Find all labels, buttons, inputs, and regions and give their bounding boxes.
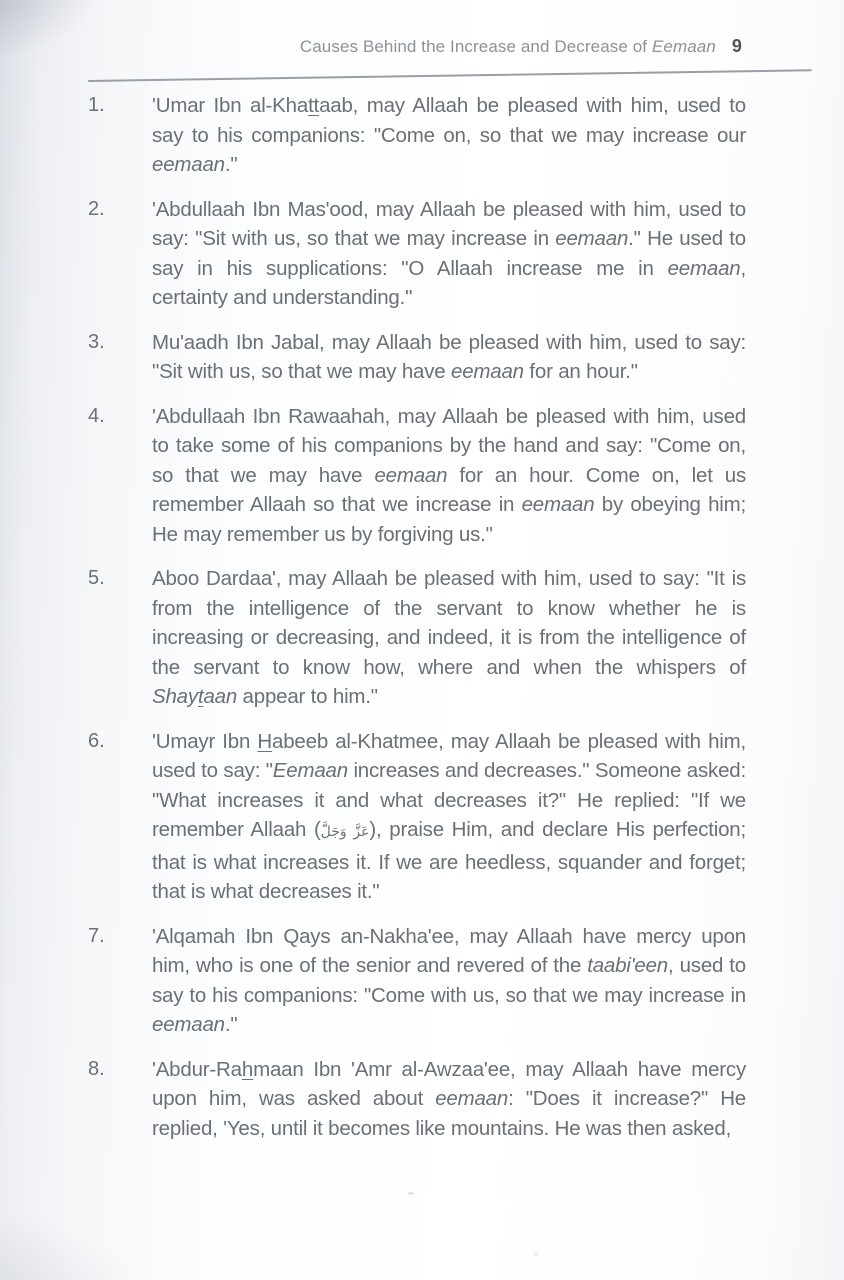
item-number: 2. — [88, 197, 105, 220]
list-item — [88, 1055, 746, 1144]
text-run: 'Abdur-Ra — [152, 1057, 242, 1081]
text-run: Mu'aadh Ibn Jabal, may Allaah be pleased with him, used to say: "Sit with us, so that we may have — [152, 330, 746, 383]
list-item — [88, 91, 746, 180]
text-run: abeeb al-Khatmee, may Allaah be pleased with him, used to say: " — [152, 729, 747, 782]
text-run: ." — [224, 1013, 238, 1036]
item-number: 3. — [88, 330, 105, 353]
item-number: 6. — [88, 729, 105, 752]
item-text — [152, 328, 746, 387]
text-run: increases and decreases." Someone asked: "What increases it and what decreases it?" He replied: "If we remember Allaah ( — [152, 759, 746, 841]
italic-term: eemaan — [435, 1087, 509, 1110]
text-run: 'Abdullaah Ibn Mas'ood, may Allaah be pleased with him, used to say: "Sit with us, so that we may increase in — [152, 197, 746, 250]
text-run: Aboo Dardaa', may Allaah be pleased with him, used to say: "It is from the intelligence of the servant to know whether he is increasing or decreasing, and indeed, it is from the intelligence of the servant to know how, where and when the whispers of — [152, 567, 746, 679]
header-divider — [88, 69, 812, 82]
text-run: , certainty and understanding." — [152, 256, 746, 309]
text-run: maan Ibn 'Amr al-Awzaa'ee, may Allaah have mercy upon him, was asked about — [152, 1057, 746, 1110]
text-run: for an hour. Come on, let us remember Allaah so that we increase in — [152, 463, 747, 516]
text-run: 'Alqamah Ibn Qays an-Nakha'ee, may Allaah have mercy upon him, who is one of the senior and revered of the — [152, 924, 746, 977]
italic-term: eemaan — [152, 1013, 225, 1036]
item-text — [152, 564, 746, 712]
item-number: 7. — [88, 924, 105, 947]
running-title-italic: Eemaan — [651, 37, 716, 56]
item-text — [152, 922, 746, 1040]
list-item — [88, 727, 746, 907]
text-run: , used to say to his companions: "Come with us, so that we may increase in — [152, 954, 746, 1007]
item-text — [152, 402, 746, 550]
list-item — [88, 328, 746, 387]
text-run: for an hour." — [523, 360, 638, 383]
italic-term: aan — [203, 685, 238, 708]
transliteration-mark: h — [241, 1057, 254, 1081]
item-text — [152, 91, 746, 180]
transliteration-mark: tt — [308, 94, 320, 117]
transliteration-mark: H — [257, 729, 273, 753]
item-number: 1. — [88, 94, 105, 116]
italic-term: taabi'een — [587, 954, 669, 977]
italic-term: eemaan — [451, 360, 524, 383]
list-item — [88, 564, 746, 712]
text-run: aab, may Allaah be pleased with him, used to say to his companions: "Come on, so that we may increase our — [152, 94, 746, 147]
italic-term: eemaan — [667, 256, 741, 280]
italic-term: eemaan — [555, 227, 629, 250]
item-number: 5. — [88, 567, 105, 589]
item-text — [152, 1055, 746, 1144]
text-run: 'Umar Ibn al-Kha — [152, 94, 309, 117]
page-header — [0, 36, 742, 57]
page-number: 9 — [731, 36, 742, 56]
item-number: 8. — [88, 1057, 105, 1080]
azza-wa-jall-glyph: عَزَّ وَجَلَّ — [320, 824, 370, 840]
running-title — [300, 37, 716, 56]
item-number: 4. — [88, 404, 105, 427]
scan-speck — [534, 1252, 538, 1256]
text-run: : "Does it increase?" He replied, 'Yes, until it becomes like mountains. He was then asked, — [152, 1087, 746, 1140]
text-run: by obeying him; He may remember us by forgiving us." — [152, 493, 747, 546]
running-title-regular: Causes Behind the Increase and Decrease of — [299, 37, 652, 56]
italic-term: eemaan — [152, 153, 225, 176]
text-run: ." — [224, 153, 238, 176]
text-run: appear to him." — [237, 685, 378, 708]
list-item — [88, 922, 746, 1040]
italic-term: Shay — [152, 685, 198, 708]
italic-term: eemaan — [374, 463, 448, 487]
text-run: 'Umayr Ibn — [152, 729, 258, 753]
item-text — [152, 195, 746, 313]
text-run: 'Abdullaah Ibn Rawaahah, may Allaah be pleased with him, used to take some of his companions by the hand and say: "Come on, so that we may have — [152, 404, 746, 487]
text-run: ." He used to say in his supplications: "O Allaah increase me in — [152, 227, 746, 280]
item-text — [152, 727, 746, 907]
text-run: ), praise Him, and declare His perfection; that is what increases it. If we are heedless, squander and forget; that is what decreases it." — [152, 818, 746, 903]
list-item — [88, 195, 746, 313]
italic-transliteration-mark: t — [197, 685, 204, 708]
scan-speck — [408, 1192, 414, 1195]
italic-term: eemaan — [521, 493, 595, 516]
quote-list — [88, 91, 746, 1158]
italic-term: Eemaan — [272, 759, 348, 782]
list-item — [88, 402, 746, 550]
